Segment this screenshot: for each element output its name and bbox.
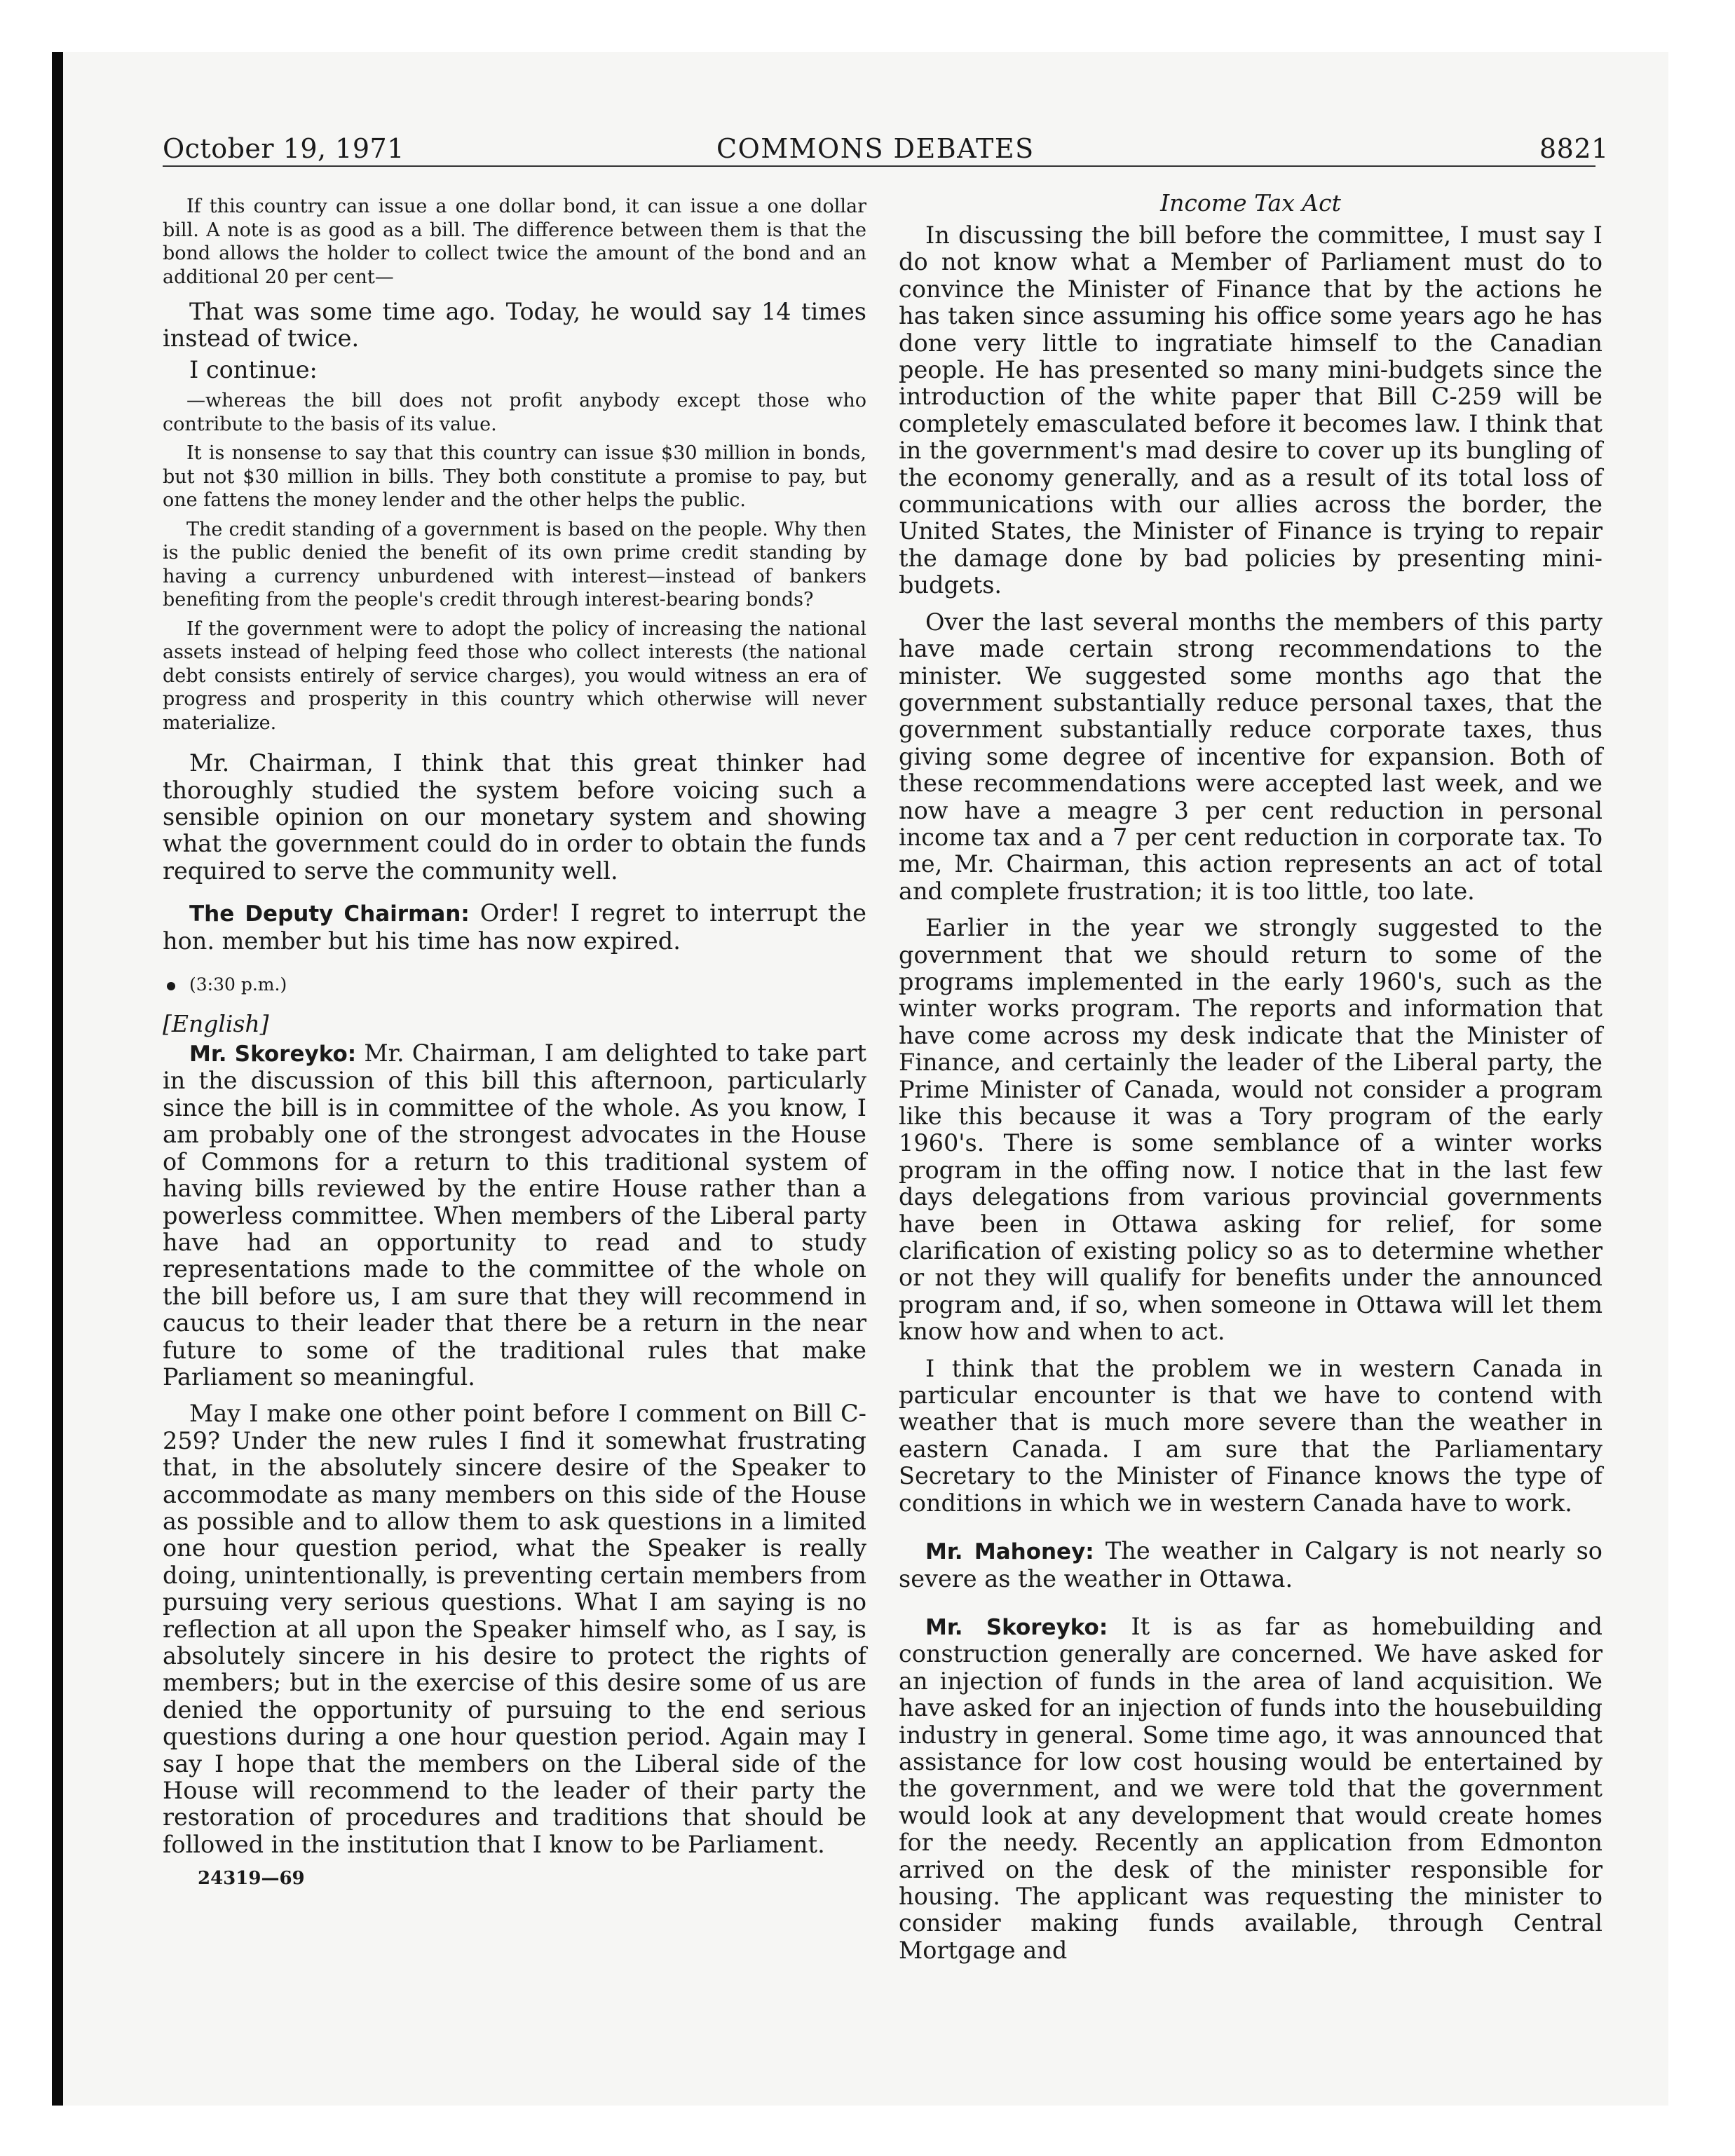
speech-skoreyko (899, 1613, 1603, 1964)
paragraph: I continue: (189, 355, 318, 383)
quoted-passage: —whereas the bill does not profit anybody except those who contribute to the basis of its value. (163, 390, 866, 435)
header-title: COMMONS DEBATES (716, 133, 1035, 164)
speech-text: Mr. Chairman, I am delighted to take part in the discussion of this bill this afternoon, particularly since the bill is in committee of the whole. As you know, I am probably one of the strongest advocates in the House of Commons for a return to this traditional system of having bills reviewed by the entire House rather than a powerless committee. When members of the Liberal party have had an opportunity to read and to study representations made to the committee of the whole on the bill before us, I am sure that they will recommend in caucus to their leader that there be a return in the near future to some of the traditional rules that make Parliament so meaningful. (163, 1039, 866, 1391)
language-tag: [English] (163, 1010, 269, 1038)
paragraph: I think that the problem we in western Canada in particular encounter is that we have to contend with weather that is much more severe than the weather in eastern Canada. I am sure that the Parliamentary Secretary to the Minister of Finance knows the type of conditions in which we in western Canada have to work. (899, 1354, 1603, 1517)
header-rule (163, 165, 1595, 167)
left-column (163, 189, 866, 1889)
quoted-passage: The credit standing of a government is based on the people. Why then is the public denied the benefit of its own prime credit standing by having a currency unburdened with interest—instead of bankers benefiting from the people's credit through interest-bearing bonds? (163, 518, 866, 611)
speech-skoreyko (163, 1040, 866, 1391)
header-date: October 19, 1971 (163, 133, 404, 164)
running-title: Income Tax Act (1160, 189, 1341, 217)
speech-text: It is as far as homebuilding and construction generally are concerned. We have asked for an injection of funds in the area of land acquisition. We have asked for an injection of funds into the housebuilding industry in general. Some time ago, it was announced that assistance for low cost housing would be entertained by the government, and we were told that the government would look at any development that would create homes for the needy. Recently an application from Edmonton arrived on the desk of the minister responsible for housing. The applicant was requesting the minister to consider making funds available, through Central Mortgage and (899, 1612, 1603, 1964)
paragraph: Mr. Chairman, I think that this great thinker had thoroughly studied the system before voicing such a sensible opinion on our monetary system and showing what the government could do in order to obtain the funds required to serve the community well. (163, 749, 866, 885)
paragraph: May I make one other point before I comment on Bill C-259? Under the new rules I find it somewhat frustrating that, in the absolutely sincere desire of the Speaker to accommodate as many members on this side of the House as possible and to allow them to ask questions in a limited one hour question period, what the Speaker is really doing, unintentionally, is preventing certain members from pursuing very serious questions. What I am saying is no reflection at all upon the Speaker himself who, as I say, is absolutely sincere in his desire to protect the rights of members; but in the exercise of this desire some of us are denied the opportunity of pursuing to the end serious questions during a one hour question period. Again may I say I hope that the members on the Liberal side of the House will recommend to the leader of their party the restoration of procedures and traditions that should be followed in the institution that I know to be Parliament. (163, 1400, 866, 1858)
speaker-name: Mr. Skoreyko: (189, 1042, 357, 1067)
speech-mahoney (899, 1538, 1603, 1592)
speech-text: The weather in Calgary is not nearly so severe as the weather in Ottawa. (899, 1537, 1603, 1592)
quoted-passage: It is nonsense to say that this country can issue $30 million in bonds, but not $30 million in bills. They both constitute a promise to pay, but one fattens the money lender and the other helps the public. (163, 442, 866, 512)
footer-code: 24319—69 (198, 1868, 305, 1890)
paragraph: In discussing the bill before the committee, I must say I do not know what a Member of Parliament must do to convince the Minister of Finance that by the actions he has taken since assuming his office some years ago he has done very little to ingratiate himself to the Canadian people. He has presented so many mini-budgets since the introduction of the white paper that Bill C-259 will be completely emasculated before it becomes law. I think that in the government's mad desire to cover up its bungling of the economy generally, and as a result of its total loss of communications with our allies across the border, the United States, the Minister of Finance is trying to repair the damage done by bad policies by presenting mini-budgets. (899, 221, 1603, 599)
speech-deputy-chairman (163, 900, 866, 955)
paragraph: That was some time ago. Today, he would say 14 times instead of twice. (163, 298, 866, 353)
bullet-icon (167, 982, 175, 990)
quoted-passage: If the government were to adopt the policy of increasing the national assets instead of helping feed those who collect interests (the national debt consists entirely of service charges), you would witness an era of progress and prosperity in this country which otherwise will never materialize. (163, 618, 866, 734)
time-stamp (163, 974, 866, 995)
speech-text: Order! I regret to interrupt the hon. member but his time has now expired. (163, 899, 866, 955)
header-page-number: 8821 (1539, 133, 1609, 164)
paragraph: Earlier in the year we strongly suggested to the government that we should return to some of the programs implemented in the early 1960's, such as the winter works program. The reports and information that have come across my desk indicate that the Minister of Finance, and certainly the leader of the Liberal party, the Prime Minister of Canada, would not consider a program like this because it was a Tory program of the early 1960's. There is some semblance of a winter works program in the offing now. I notice that in the last few days delegations from various provincial governments have been in Ottawa asking for relief, for some clarification of existing policy so as to determine whether or not they will qualify for benefits under the announced program and, if so, when someone in Ottawa will let them know how and when to act. (899, 914, 1603, 1346)
scan-edge-shadow (52, 52, 63, 2106)
speaker-name: Mr. Skoreyko: (925, 1614, 1108, 1640)
right-column (899, 189, 1603, 1964)
quoted-passage: If this country can issue a one dollar bond, it can issue a one dollar bill. A note is as good as a bill. The difference between them is that the bond allows the holder to collect twice the amount of the bond and an additional 20 per cent— (163, 196, 866, 288)
paragraph: Over the last several months the members of this party have made certain strong recommendations to the minister. We suggested some months ago that the government substantially reduce personal taxes, that the government substantially reduce corporate taxes, thus giving some degree of incentive for expansion. Both of these recommendations were accepted last week, and we now have a meagre 3 per cent reduction in personal income tax and a 7 per cent reduction in corporate tax. To me, Mr. Chairman, this action represents an act of total and complete frustration; it is too little, too late. (899, 608, 1603, 905)
speaker-name: Mr. Mahoney: (925, 1539, 1094, 1565)
speaker-name: The Deputy Chairman: (189, 901, 470, 927)
time-stamp-text: (3:30 p.m.) (189, 974, 287, 995)
